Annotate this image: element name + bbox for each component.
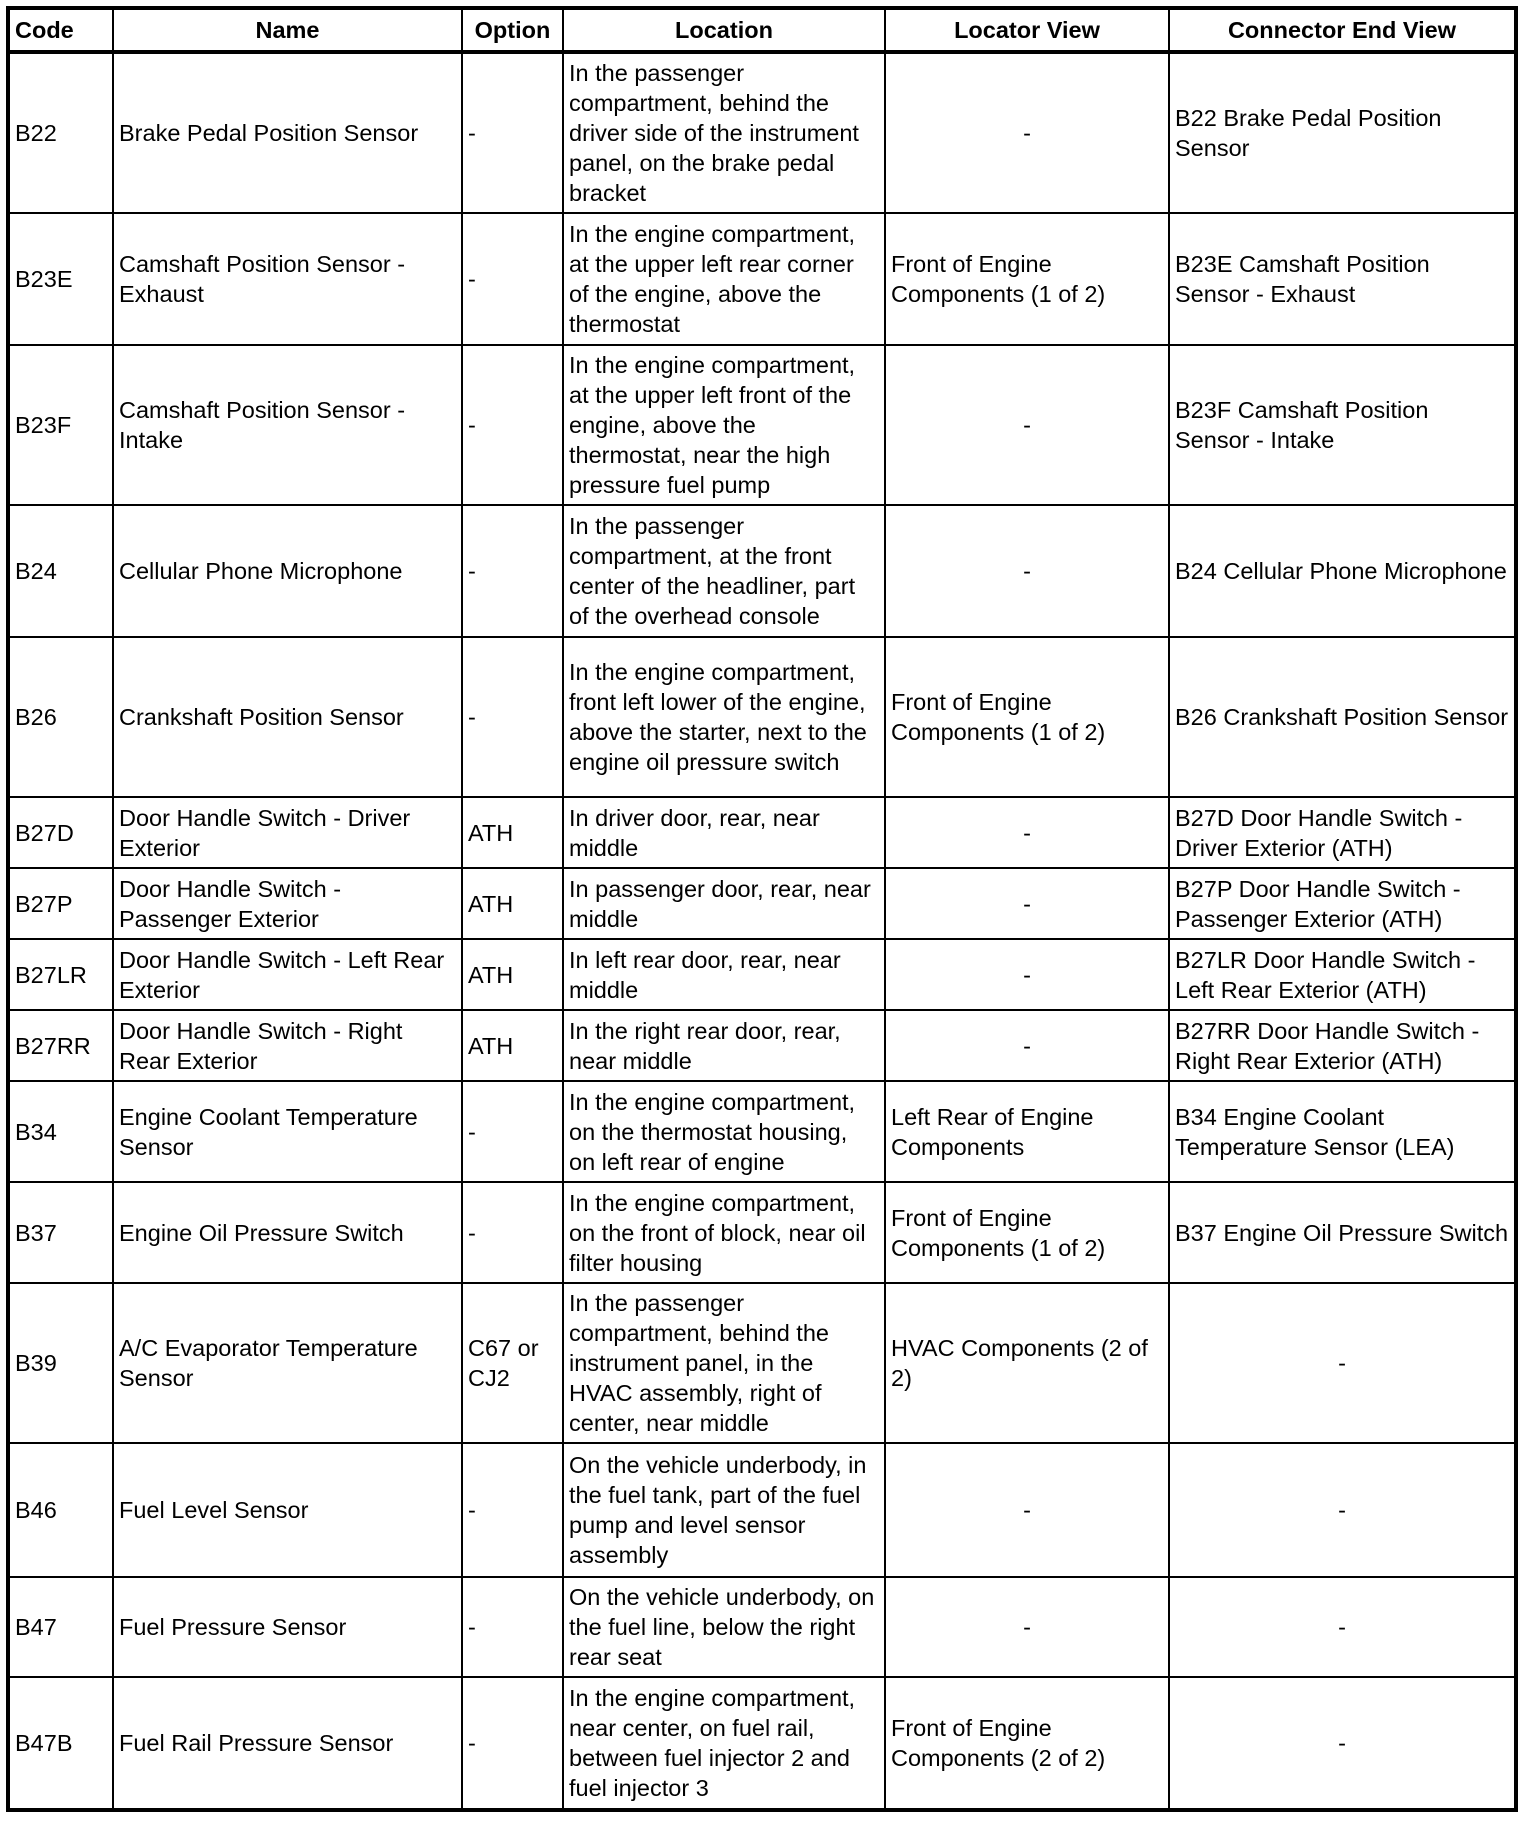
cell-locator-view: Front of Engine Components (2 of 2)	[885, 1677, 1169, 1810]
cell-connector-end-view: -	[1169, 1283, 1516, 1443]
cell-name: Brake Pedal Position Sensor	[113, 52, 462, 213]
cell-location: In the engine compartment, at the upper left rear corner of the engine, above the thermostat	[563, 213, 885, 345]
cell-location: In the passenger compartment, at the front center of the headliner, part of the overhead console	[563, 505, 885, 637]
table-row	[8, 868, 1516, 939]
cell-location: In the engine compartment, on the thermostat housing, on left rear of engine	[563, 1081, 885, 1182]
cell-code: B27LR	[8, 939, 113, 1010]
table-row	[8, 1081, 1516, 1182]
cell-locator-view: Left Rear of Engine Components	[885, 1081, 1169, 1182]
cell-name: Door Handle Switch - Passenger Exterior	[113, 868, 462, 939]
cell-connector-end-view: B27P Door Handle Switch - Passenger Exterior (ATH)	[1169, 868, 1516, 939]
header-locator-view: Locator View	[885, 8, 1169, 52]
cell-option: -	[462, 1577, 563, 1677]
cell-location: In the engine compartment, front left lower of the engine, above the starter, next to the engine oil pressure switch	[563, 637, 885, 797]
cell-name: Cellular Phone Microphone	[113, 505, 462, 637]
cell-code: B47B	[8, 1677, 113, 1810]
cell-code: B47	[8, 1577, 113, 1677]
cell-connector-end-view: B27RR Door Handle Switch - Right Rear Exterior (ATH)	[1169, 1010, 1516, 1081]
cell-name: Camshaft Position Sensor - Exhaust	[113, 213, 462, 345]
cell-location: In the passenger compartment, behind the driver side of the instrument panel, on the brake pedal bracket	[563, 52, 885, 213]
table-row	[8, 1283, 1516, 1443]
cell-name: Fuel Level Sensor	[113, 1443, 462, 1577]
table-row	[8, 345, 1516, 505]
header-connector-end-view: Connector End View	[1169, 8, 1516, 52]
table-row	[8, 505, 1516, 637]
cell-connector-end-view: B37 Engine Oil Pressure Switch	[1169, 1182, 1516, 1283]
cell-name: Door Handle Switch - Driver Exterior	[113, 797, 462, 868]
cell-option: -	[462, 1443, 563, 1577]
cell-location: On the vehicle underbody, in the fuel tank, part of the fuel pump and level sensor assembly	[563, 1443, 885, 1577]
table-row	[8, 1443, 1516, 1577]
cell-location: In left rear door, rear, near middle	[563, 939, 885, 1010]
table-row	[8, 213, 1516, 345]
cell-connector-end-view: B27LR Door Handle Switch - Left Rear Exterior (ATH)	[1169, 939, 1516, 1010]
cell-code: B27P	[8, 868, 113, 939]
cell-location: On the vehicle underbody, on the fuel line, below the right rear seat	[563, 1577, 885, 1677]
table-row	[8, 637, 1516, 797]
cell-location: In passenger door, rear, near middle	[563, 868, 885, 939]
cell-locator-view: -	[885, 1010, 1169, 1081]
cell-name: Engine Coolant Temperature Sensor	[113, 1081, 462, 1182]
cell-locator-view: -	[885, 797, 1169, 868]
cell-code: B27D	[8, 797, 113, 868]
header-code: Code	[8, 8, 113, 52]
cell-location: In the engine compartment, near center, on fuel rail, between fuel injector 2 and fuel injector 3	[563, 1677, 885, 1810]
cell-locator-view: -	[885, 1577, 1169, 1677]
header-option: Option	[462, 8, 563, 52]
table-row	[8, 1577, 1516, 1677]
cell-connector-end-view: B24 Cellular Phone Microphone	[1169, 505, 1516, 637]
cell-code: B37	[8, 1182, 113, 1283]
table-row	[8, 939, 1516, 1010]
cell-code: B23E	[8, 213, 113, 345]
cell-locator-view: -	[885, 939, 1169, 1010]
cell-connector-end-view: B22 Brake Pedal Position Sensor	[1169, 52, 1516, 213]
cell-option: -	[462, 637, 563, 797]
cell-locator-view: -	[885, 345, 1169, 505]
cell-name: Door Handle Switch - Left Rear Exterior	[113, 939, 462, 1010]
cell-code: B24	[8, 505, 113, 637]
cell-locator-view: -	[885, 868, 1169, 939]
cell-name: Crankshaft Position Sensor	[113, 637, 462, 797]
cell-locator-view: Front of Engine Components (1 of 2)	[885, 1182, 1169, 1283]
cell-option: -	[462, 1677, 563, 1810]
cell-option: ATH	[462, 868, 563, 939]
cell-location: In the passenger compartment, behind the instrument panel, in the HVAC assembly, right of center, near middle	[563, 1283, 885, 1443]
cell-connector-end-view: -	[1169, 1577, 1516, 1677]
cell-option: ATH	[462, 797, 563, 868]
cell-locator-view: -	[885, 505, 1169, 637]
cell-option: ATH	[462, 1010, 563, 1081]
cell-option: -	[462, 505, 563, 637]
cell-option: -	[462, 213, 563, 345]
cell-connector-end-view: B27D Door Handle Switch - Driver Exterior (ATH)	[1169, 797, 1516, 868]
cell-code: B26	[8, 637, 113, 797]
cell-connector-end-view: -	[1169, 1677, 1516, 1810]
cell-locator-view: -	[885, 1443, 1169, 1577]
cell-name: Door Handle Switch - Right Rear Exterior	[113, 1010, 462, 1081]
cell-option: C67 or CJ2	[462, 1283, 563, 1443]
cell-code: B22	[8, 52, 113, 213]
component-locator-table	[6, 6, 1518, 1812]
cell-locator-view: -	[885, 52, 1169, 213]
cell-option: ATH	[462, 939, 563, 1010]
cell-locator-view: HVAC Components (2 of 2)	[885, 1283, 1169, 1443]
cell-code: B23F	[8, 345, 113, 505]
cell-locator-view: Front of Engine Components (1 of 2)	[885, 637, 1169, 797]
cell-connector-end-view: -	[1169, 1443, 1516, 1577]
cell-code: B27RR	[8, 1010, 113, 1081]
cell-connector-end-view: B23E Camshaft Position Sensor - Exhaust	[1169, 213, 1516, 345]
cell-name: Fuel Pressure Sensor	[113, 1577, 462, 1677]
cell-code: B46	[8, 1443, 113, 1577]
cell-location: In the engine compartment, on the front of block, near oil filter housing	[563, 1182, 885, 1283]
table-row	[8, 1010, 1516, 1081]
cell-code: B34	[8, 1081, 113, 1182]
cell-location: In driver door, rear, near middle	[563, 797, 885, 868]
table-row	[8, 52, 1516, 213]
cell-locator-view: Front of Engine Components (1 of 2)	[885, 213, 1169, 345]
header-name: Name	[113, 8, 462, 52]
cell-name: Fuel Rail Pressure Sensor	[113, 1677, 462, 1810]
cell-option: -	[462, 1182, 563, 1283]
cell-connector-end-view: B26 Crankshaft Position Sensor	[1169, 637, 1516, 797]
header-location: Location	[563, 8, 885, 52]
cell-connector-end-view: B34 Engine Coolant Temperature Sensor (LEA)	[1169, 1081, 1516, 1182]
cell-name: A/C Evaporator Temperature Sensor	[113, 1283, 462, 1443]
cell-connector-end-view: B23F Camshaft Position Sensor - Intake	[1169, 345, 1516, 505]
cell-location: In the engine compartment, at the upper left front of the engine, above the thermostat, near the high pressure fuel pump	[563, 345, 885, 505]
header-row	[8, 8, 1516, 52]
cell-code: B39	[8, 1283, 113, 1443]
cell-option: -	[462, 1081, 563, 1182]
cell-location: In the right rear door, rear, near middle	[563, 1010, 885, 1081]
table-row	[8, 797, 1516, 868]
table-row	[8, 1182, 1516, 1283]
cell-name: Engine Oil Pressure Switch	[113, 1182, 462, 1283]
table-row	[8, 1677, 1516, 1810]
cell-option: -	[462, 345, 563, 505]
cell-option: -	[462, 52, 563, 213]
cell-name: Camshaft Position Sensor - Intake	[113, 345, 462, 505]
